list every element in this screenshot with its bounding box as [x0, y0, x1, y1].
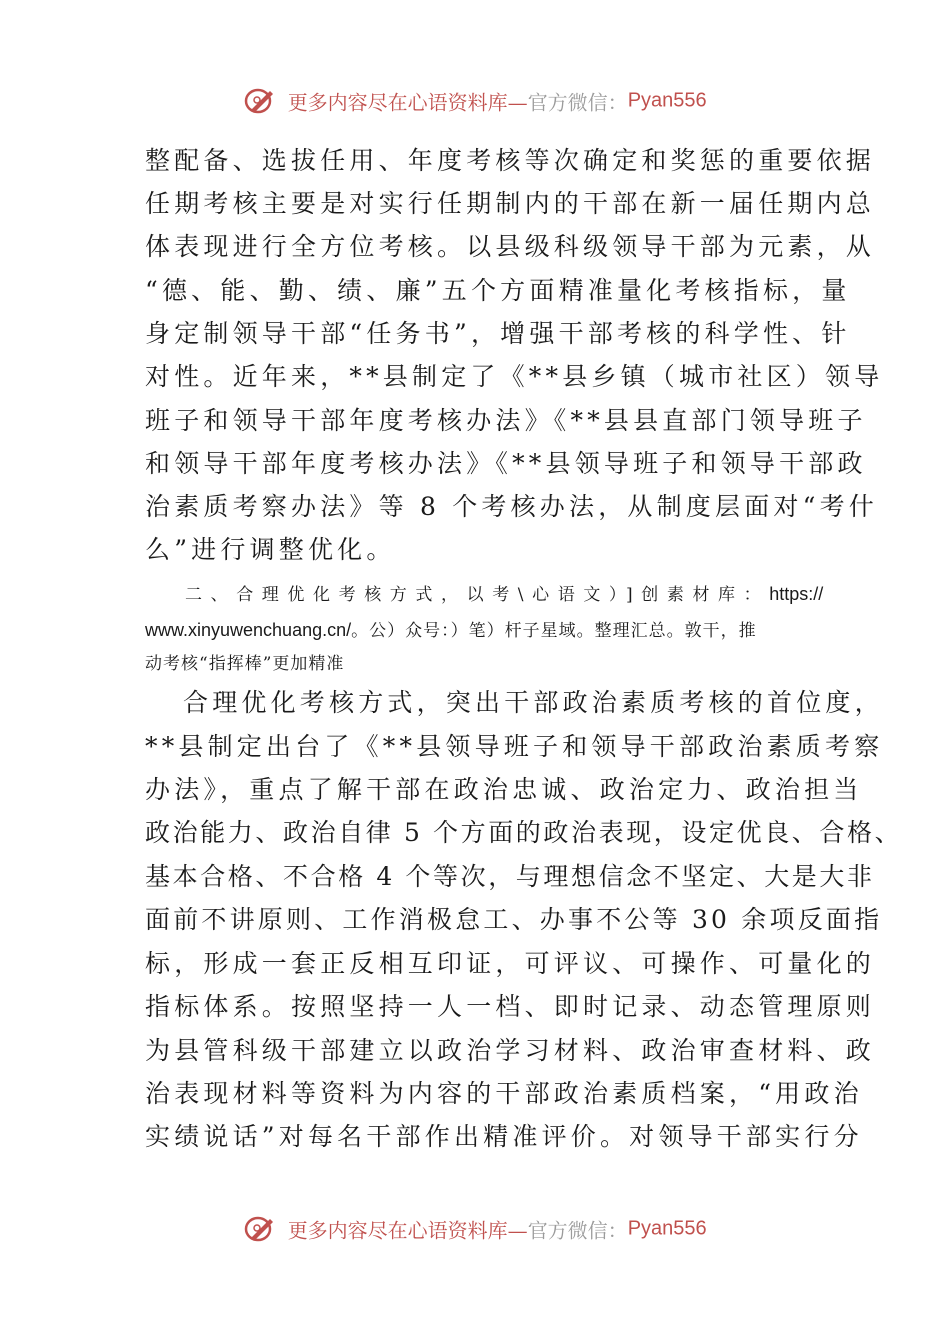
heading-line-2 — [145, 619, 757, 642]
text-line: 基本合格、不合格 4 个等次，与理想信念不坚定、大是大非 — [145, 862, 875, 891]
text-line: 治素质考察办法》等 8 个考核办法，从制度层面对“考什 — [145, 492, 878, 521]
heading-text: 。公）众号：）笔）杆子星域。整理汇总。敦干，推 — [351, 621, 757, 641]
pen-logo-icon — [243, 86, 277, 116]
text-line: **县制定出台了《**县领导班子和领导干部政治素质考察 — [145, 732, 884, 761]
text-line: 为县管科级干部建立以政治学习材料、政治审查材料、政 — [145, 1036, 876, 1065]
text-line: 和领导干部年度考核办法》《**县领导班子和领导干部政 — [145, 449, 867, 478]
text-line: 合理优化考核方式，突出干部政治素质考核的首位度， — [183, 688, 884, 717]
footer-banner — [0, 1214, 950, 1244]
text-line: 政治能力、政治自律 5 个方面的政治表现，设定优良、合格、 — [145, 818, 903, 847]
text-line: 对性。近年来，**县制定了《**县乡镇（城市社区）领导 — [145, 362, 884, 391]
text-line: 办法》，重点了解干部在政治忠诚、政治定力、政治担当 — [145, 775, 863, 804]
text-line: 么”进行调整优化。 — [145, 535, 396, 564]
banner-wechat-label: 官方微信： — [527, 1218, 628, 1243]
banner-wechat-id: Pyan556 — [627, 89, 707, 112]
text-line: 任期考核主要是对实行任期制内的干部在新一届任期内总 — [145, 189, 876, 218]
text-line: 体表现进行全方位考核。以县级科级领导干部为元素，从 — [145, 232, 876, 261]
text-line: “德、能、勤、绩、廉”五个方面精准量化考核指标，量 — [145, 276, 851, 305]
header-banner — [0, 86, 950, 116]
banner-wechat-label: 官方微信： — [527, 90, 628, 115]
heading-line-1 — [185, 583, 823, 606]
pen-logo-icon — [243, 1214, 277, 1244]
text-line: 整配备、选拔任用、年度考核等次确定和奖惩的重要依据 — [145, 146, 876, 175]
heading-text: 二、合理优化考核方式，以考\心语文）]创素材库： — [185, 585, 770, 605]
heading-url-part[interactable]: https:// — [769, 584, 824, 604]
text-line: 实绩说话”对每名干部作出精准评价。对领导干部实行分 — [145, 1122, 863, 1151]
text-line: 治表现材料等资料为内容的干部政治素质档案，“用政治 — [145, 1079, 863, 1108]
text-line: 身定制领导干部“任务书”，增强干部考核的科学性、针 — [145, 319, 851, 348]
banner-wechat-id: Pyan556 — [627, 1217, 707, 1240]
banner-prefix: 更多内容尽在心语资料库— — [287, 90, 528, 115]
text-line: 面前不讲原则、工作消极怠工、办事不公等 30 余项反面指 — [145, 905, 883, 934]
text-line: 标，形成一套正反相互印证，可评议、可操作、可量化的 — [145, 949, 876, 978]
heading-line-3: 动考核“指挥棒”更加精准 — [145, 654, 345, 674]
banner-prefix: 更多内容尽在心语资料库— — [287, 1218, 528, 1243]
text-line: 班子和领导干部年度考核办法》《**县县直部门领导班子 — [145, 406, 867, 435]
text-line: 指标体系。按照坚持一人一档、即时记录、动态管理原则 — [145, 992, 876, 1021]
website-link[interactable]: www.xinyuwenchuang.cn/ — [145, 620, 352, 640]
